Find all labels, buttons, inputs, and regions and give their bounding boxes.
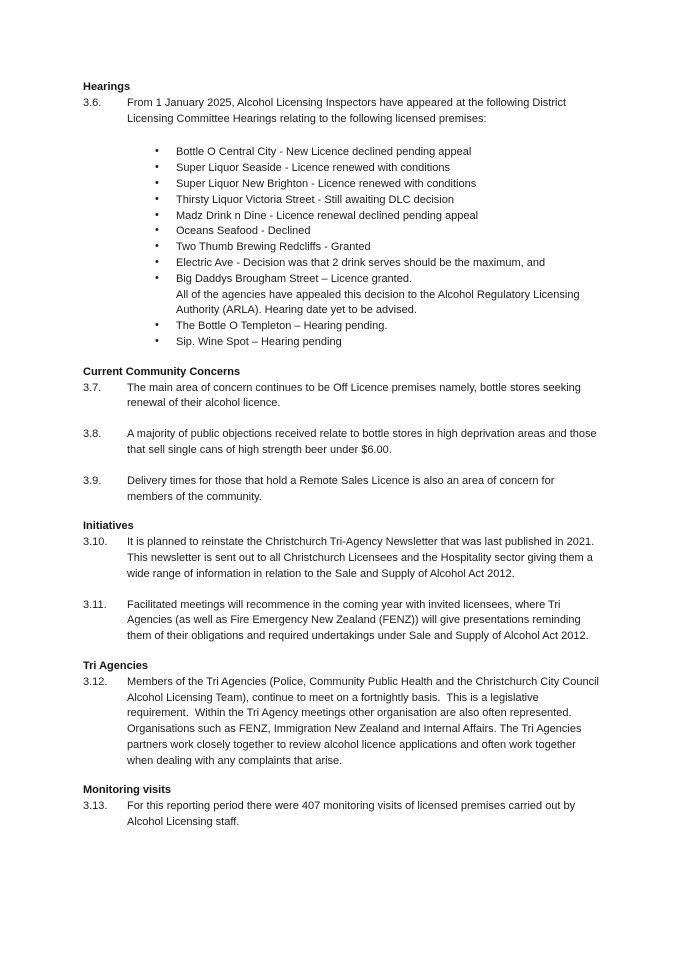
bullet-text: Electric Ave - Decision was that 2 drink serves should be the maximum, and: [176, 256, 546, 269]
item-text: Delivery times for those that hold a Remote Sales Licence is also an area of concern for members of the community.: [127, 474, 558, 503]
numbered-item: [83, 535, 600, 582]
item-text: Facilitated meetings will recommence in the coming year with invited licensees, where Tri Agencies (as well as Fire Emergency New Zealand (FENZ)) will give presentations reminding them of their obligations and required undertakings under Sale and Supply of Alcohol Act 2012.: [127, 598, 589, 643]
bullet-item: [127, 272, 600, 319]
item-number: 3.12.: [83, 675, 108, 688]
bullet-text: Madz Drink n Dine - Licence renewal declined pending appeal: [176, 209, 479, 222]
bullet-text: Sip. Wine Spot – Hearing pending: [176, 335, 342, 348]
bullet-item: [127, 145, 600, 161]
section-heading: Hearings: [83, 81, 131, 93]
bullet-icon: •: [155, 176, 159, 189]
item-body: [127, 675, 600, 770]
item-number: 3.7.: [83, 381, 102, 394]
item-body: [127, 598, 600, 645]
item-number: 3.8.: [83, 428, 102, 441]
section-tri-agencies: [83, 659, 600, 770]
bullet-text: Super Liquor New Brighton - Licence renewed with conditions: [176, 177, 477, 190]
item-text: For this reporting period there were 407 monitoring visits of licensed premises carried out by Alcohol Licensing staff.: [127, 800, 578, 829]
section-heading: Tri Agencies: [83, 659, 149, 672]
document-content: [83, 80, 600, 831]
section-hearings: [83, 80, 600, 351]
section-heading: Monitoring visits: [83, 784, 171, 797]
bullet-item: [127, 209, 600, 225]
bullet-text: Bottle O Central City - New Licence declined pending appeal: [176, 146, 472, 159]
item-body: [127, 535, 600, 582]
numbered-item: [83, 675, 600, 770]
item-text: Members of the Tri Agencies (Police, Community Public Health and the Christchurch City Council Alcohol Licensing Team), continue to meet on a fortnightly basis. This is a legislative requirement. Within the Tri Agency meetings other organisation are also often represented. Organisations such as FENZ, Immigration New Zealand and Internal Affairs. The Tri Agencies partners work closely together to review alcohol licence applications and often work together when dealing with any complaints that arise.: [127, 675, 602, 767]
item-body: [127, 427, 600, 459]
numbered-item: [83, 427, 600, 459]
numbered-item: [83, 96, 600, 351]
bullet-text: Two Thumb Brewing Redcliffs - Granted: [176, 241, 371, 254]
section-current-community-concerns: [83, 365, 600, 506]
bullet-icon: •: [155, 319, 159, 332]
bullet-icon: •: [155, 255, 159, 268]
bullet-list: [127, 145, 600, 350]
bullet-icon: •: [155, 145, 159, 158]
bullet-text: Thirsty Liquor Victoria Street - Still awaiting DLC decision: [176, 193, 454, 206]
item-number: 3.9.: [83, 474, 102, 487]
item-body: [127, 474, 600, 506]
item-number: 3.11.: [83, 598, 107, 611]
numbered-item: [83, 598, 600, 645]
numbered-item: [83, 799, 600, 831]
bullet-note: All of the agencies have appealed this decision to the Alcohol Regulatory Licensing Authority (ARLA). Hearing date yet to be advised.: [176, 288, 583, 317]
item-number: 3.13.: [83, 800, 108, 813]
bullet-text: Super Liquor Seaside - Licence renewed with conditions: [176, 162, 450, 175]
section-monitoring-visits: [83, 783, 600, 830]
bullet-item: [127, 319, 600, 335]
item-text: It is planned to reinstate the Christchurch Tri-Agency Newsletter that was last published in 2021. This newsletter is sent out to all Christchurch Licensees and the Hospitality sector giving them a wide range of information in relation to the Sale and Supply of Alcohol Act 2012.: [127, 536, 597, 580]
item-body: [127, 381, 600, 413]
bullet-item: [127, 224, 600, 240]
item-number: 3.10.: [83, 536, 108, 549]
bullet-text: The Bottle O Templeton – Hearing pending.: [176, 320, 388, 333]
bullet-item: [127, 193, 600, 209]
bullet-item: [127, 256, 600, 272]
bullet-item: [127, 177, 600, 193]
numbered-item: [83, 474, 600, 506]
item-body: [127, 96, 600, 351]
bullet-icon: •: [155, 224, 159, 237]
section-heading: Initiatives: [83, 520, 134, 533]
bullet-icon: •: [155, 240, 159, 253]
bullet-icon: •: [155, 161, 159, 174]
section-initiatives: [83, 519, 600, 645]
section-heading: Current Community Concerns: [83, 365, 241, 378]
bullet-icon: •: [155, 192, 159, 205]
item-text: From 1 January 2025, Alcohol Licensing Inspectors have appeared at the following District Licensing Committee Hearings relating to the following licensed premises:: [127, 96, 570, 125]
item-body: [127, 799, 600, 831]
item-text: A majority of public objections received relate to bottle stores in high deprivation areas and those that sell single cans of high strength beer under $6.00.: [127, 428, 600, 456]
item-text: The main area of concern continues to be Off Licence premises namely, bottle stores seeking renewal of their alcohol licence.: [127, 381, 584, 410]
bullet-item: [127, 335, 600, 351]
bullet-icon: •: [155, 271, 159, 284]
bullet-icon: •: [155, 208, 159, 221]
bullet-text: Big Daddys Brougham Street – Licence granted.: [176, 272, 413, 285]
bullet-icon: •: [155, 334, 159, 347]
item-number: 3.6.: [83, 96, 102, 109]
numbered-item: [83, 381, 600, 413]
bullet-text: Oceans Seafood - Declined: [176, 225, 311, 238]
bullet-item: [127, 240, 600, 256]
bullet-item: [127, 161, 600, 177]
